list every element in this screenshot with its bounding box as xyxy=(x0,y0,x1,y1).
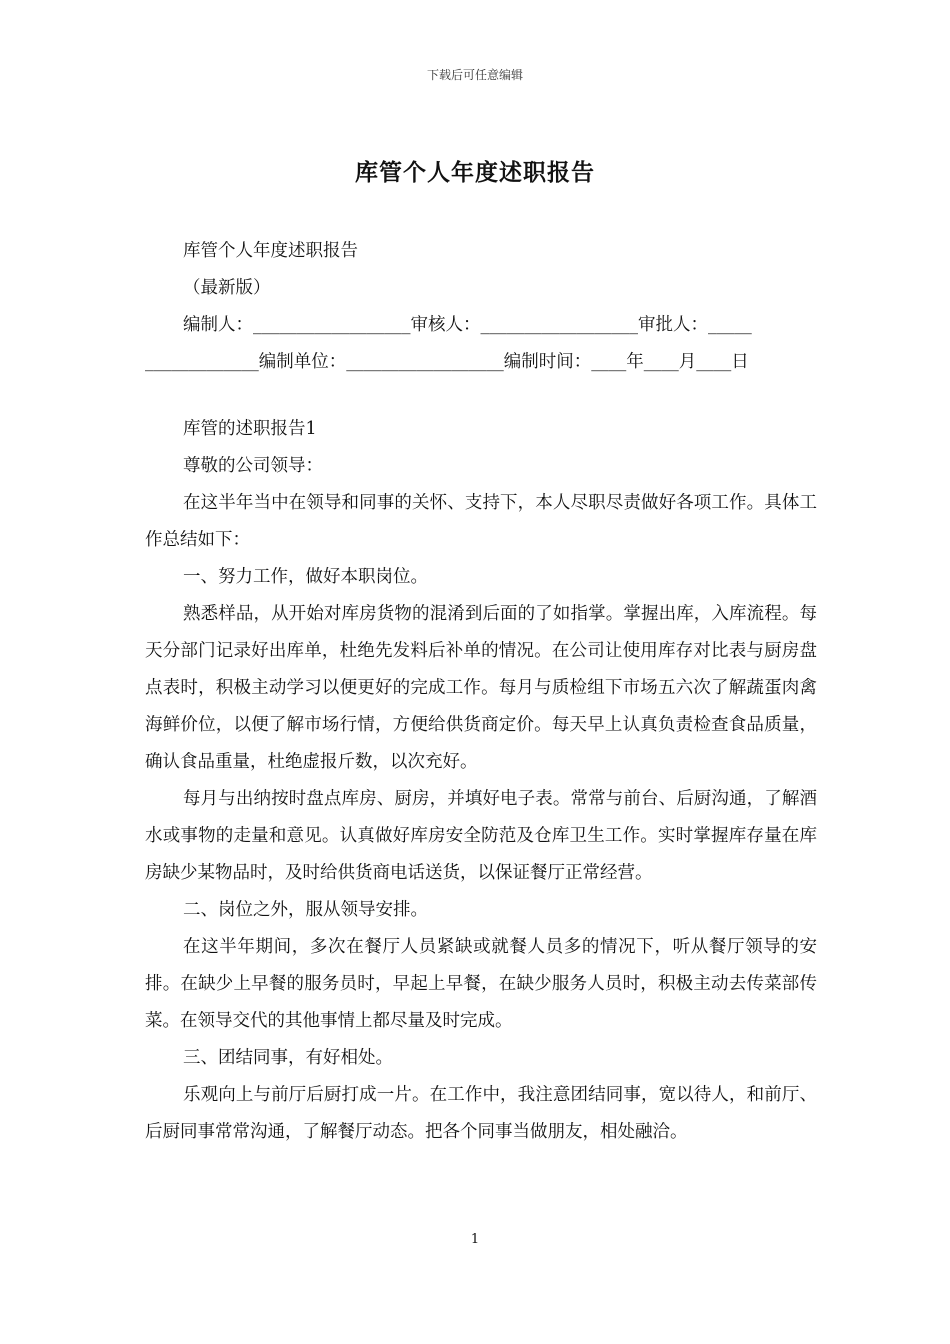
section-heading: 三、团结同事，有好相处。 xyxy=(183,1048,393,1068)
page-number: 1 xyxy=(470,1232,480,1247)
section-heading: 二、岗位之外，服从领导安排。 xyxy=(183,900,428,920)
section-heading: 一、努力工作，做好本职岗位。 xyxy=(183,567,428,587)
paragraph: 乐观向上与前厅后厨打成一片。在工作中，我注意团结同事，宽以待人，和前厅、后厨同事常常沟通，了解餐厅动态。把各个同事当做朋友，相处融洽。 xyxy=(145,1085,817,1142)
section-gap xyxy=(145,381,817,411)
paragraph: 每月与出纳按时盘点库房、厨房，并填好电子表。常常与前台、后厨沟通，了解酒水或事物的走量和意见。认真做好库房安全防范及仓库卫生工作。实时掌握库存量在库房缺少某物品时，及时给供货商电话送货，以保证餐厅正常经营。 xyxy=(145,789,817,883)
version-label: （最新版） xyxy=(183,278,271,298)
report-heading: 库管的述职报告1 xyxy=(183,419,317,439)
meta-line-1: 编制人：__________________审核人：__________________审批人：_____ xyxy=(183,315,752,335)
paragraph: 在这半年当中在领导和同事的关怀、支持下，本人尽职尽责做好各项工作。具体工作总结如下： xyxy=(145,493,817,550)
paragraph: 在这半年期间，多次在餐厅人员紧缺或就餐人员多的情况下，听从餐厅领导的安排。在缺少上早餐的服务员时，早起上早餐，在缺少服务人员时，积极主动去传菜部传菜。在领导交代的其他事情上都尽量及时完成。 xyxy=(145,937,817,1031)
intro-title: 库管个人年度述职报告 xyxy=(183,241,358,261)
header-note: 下载后可任意编辑 xyxy=(426,68,523,82)
document-body xyxy=(145,233,817,1151)
paragraph: 熟悉样品，从开始对库房货物的混淆到后面的了如指掌。掌握出库，入库流程。每天分部门记录好出库单，杜绝先发料后补单的情况。在公司让使用库存对比表与厨房盘点表时，积极主动学习以便更好的完成工作。每月与质检组下市场五六次了解蔬蛋肉禽海鲜价位，以便了解市场行情，方便给供货商定价。每天早上认真负责检查食品质量，确认食品重量，杜绝虚报斤数，以次充好。 xyxy=(145,604,817,772)
document-title: 库管个人年度述职报告 xyxy=(355,159,595,186)
meta-line-2: _____________编制单位：__________________编制时间：____年____月____日 xyxy=(145,352,749,372)
salutation: 尊敬的公司领导： xyxy=(183,456,323,476)
